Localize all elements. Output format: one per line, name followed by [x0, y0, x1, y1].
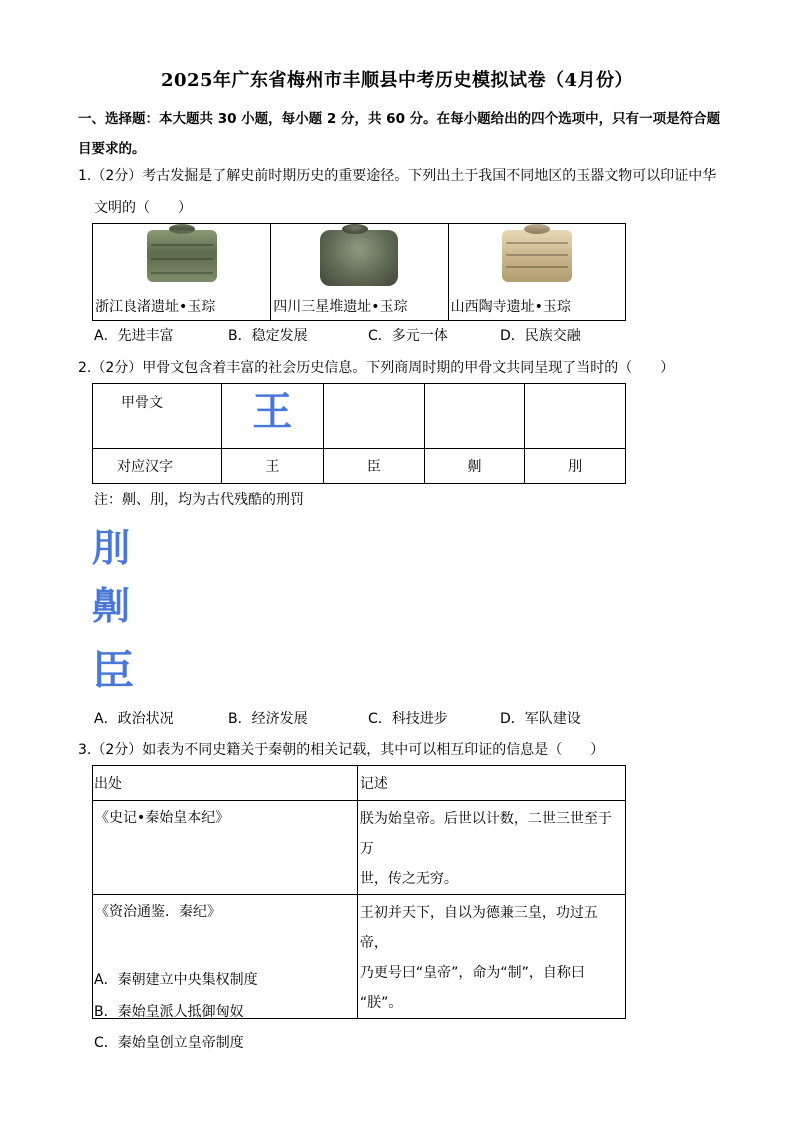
section-heading — [78, 104, 728, 164]
oracle-cell-chen — [324, 384, 425, 449]
option-c[interactable]: C．秦始皇创立皇帝制度 — [94, 1035, 244, 1051]
oracle-cell-yi — [424, 384, 525, 449]
artifact-cell-liangzhu — [93, 224, 271, 321]
char-row-header: 对应汉字 — [93, 449, 222, 484]
option-b[interactable]: B．稳定发展 — [228, 328, 308, 344]
option-a[interactable]: A．秦朝建立中央集权制度 — [94, 972, 258, 988]
option-c[interactable]: C．科技进步 — [368, 711, 448, 727]
option-c[interactable]: C．多元一体 — [368, 328, 448, 344]
question-1-stem-line2: 文明的（ ） — [94, 200, 192, 216]
header-source: 出处 — [93, 766, 358, 801]
oracle-glyph-yue: 刖 — [92, 525, 131, 570]
option-d[interactable]: D．军队建设 — [500, 711, 581, 727]
header-record: 记述 — [357, 766, 625, 801]
question-2-note: 注：劓、刖，均为古代残酷的刑罚 — [94, 492, 304, 508]
record-line: “朕”。 — [359, 995, 403, 1011]
taosi-jade-cong-image — [502, 230, 572, 282]
char-yi: 劓 — [424, 449, 525, 484]
option-d[interactable]: D．民族交融 — [500, 328, 581, 344]
char-yue: 刖 — [525, 449, 626, 484]
artifact-caption: 浙江良渚遗址•玉琮 — [95, 299, 216, 315]
question-1-stem-line1: 1.（2分）考古发掘是了解史前时期历史的重要途径。下列出土于我国不同地区的玉器文物可以印证中华 — [78, 168, 717, 184]
page-title: 2025年广东省梅州市丰顺县中考历史模拟试卷（4月份） — [160, 70, 634, 91]
oracle-cell-yue — [525, 384, 626, 449]
oracle-glyph-chen: 臣 — [92, 646, 135, 695]
oracle-cell-wang — [221, 384, 323, 449]
question-2-oracle-table — [92, 383, 626, 484]
oracle-glyph-wang: 王 — [252, 388, 293, 435]
char-chen: 臣 — [324, 449, 425, 484]
sanxingdui-jade-cong-image — [320, 230, 398, 286]
section-heading-line2: 目要求的。 — [78, 141, 146, 157]
record-line: 王初并天下，自以为德兼三皇，功过五帝， — [359, 905, 598, 951]
question-1-options — [0, 322, 794, 350]
record-zizhitongjian — [357, 895, 625, 1019]
record-line: 朕为始皇帝。后世以计数，二世三世至于万 — [359, 811, 612, 857]
question-2-options — [0, 705, 794, 733]
artifact-cell-sanxingdui — [271, 224, 448, 321]
char-wang: 王 — [221, 449, 323, 484]
section-heading-line1: 一、选择题：本大题共 30 小题，每小题 2 分，共 60 分。在每小题给出的四个选项中，只有一项是符合题 — [78, 111, 721, 127]
option-b[interactable]: B．秦始皇派人抵御匈奴 — [94, 1004, 244, 1020]
record-shiji — [357, 801, 625, 895]
oracle-glyph-yi: 劓 — [92, 583, 131, 628]
option-a[interactable]: A．政治状况 — [94, 711, 174, 727]
oracle-row-header: 甲骨文 — [93, 384, 222, 449]
question-2-stem: 2.（2分）甲骨文包含着丰富的社会历史信息。下列商周时期的甲骨文共同呈现了当时的（ ） — [78, 360, 675, 376]
source-shiji: 《史记•秦始皇本纪》 — [93, 801, 358, 895]
artifact-caption: 山西陶寺遗址•玉琮 — [450, 299, 571, 315]
option-b[interactable]: B．经济发展 — [228, 711, 308, 727]
source-zizhitongjian: 《资治通鉴．秦纪》 — [93, 895, 358, 1019]
artifact-caption: 四川三星堆遗址•玉琮 — [273, 299, 408, 315]
option-a[interactable]: A．先进丰富 — [94, 328, 174, 344]
question-3-stem: 3.（2分）如表为不同史籍关于秦朝的相关记载，其中可以相互印证的信息是（ ） — [78, 742, 605, 758]
record-line: 乃更号曰“皇帝”，命为“制”，自称曰 — [359, 965, 585, 981]
liangzhu-jade-cong-image — [147, 230, 217, 282]
question-1-artifact-table — [92, 223, 626, 321]
record-line: 世，传之无穷。 — [359, 871, 458, 887]
artifact-cell-taosi — [448, 224, 625, 321]
